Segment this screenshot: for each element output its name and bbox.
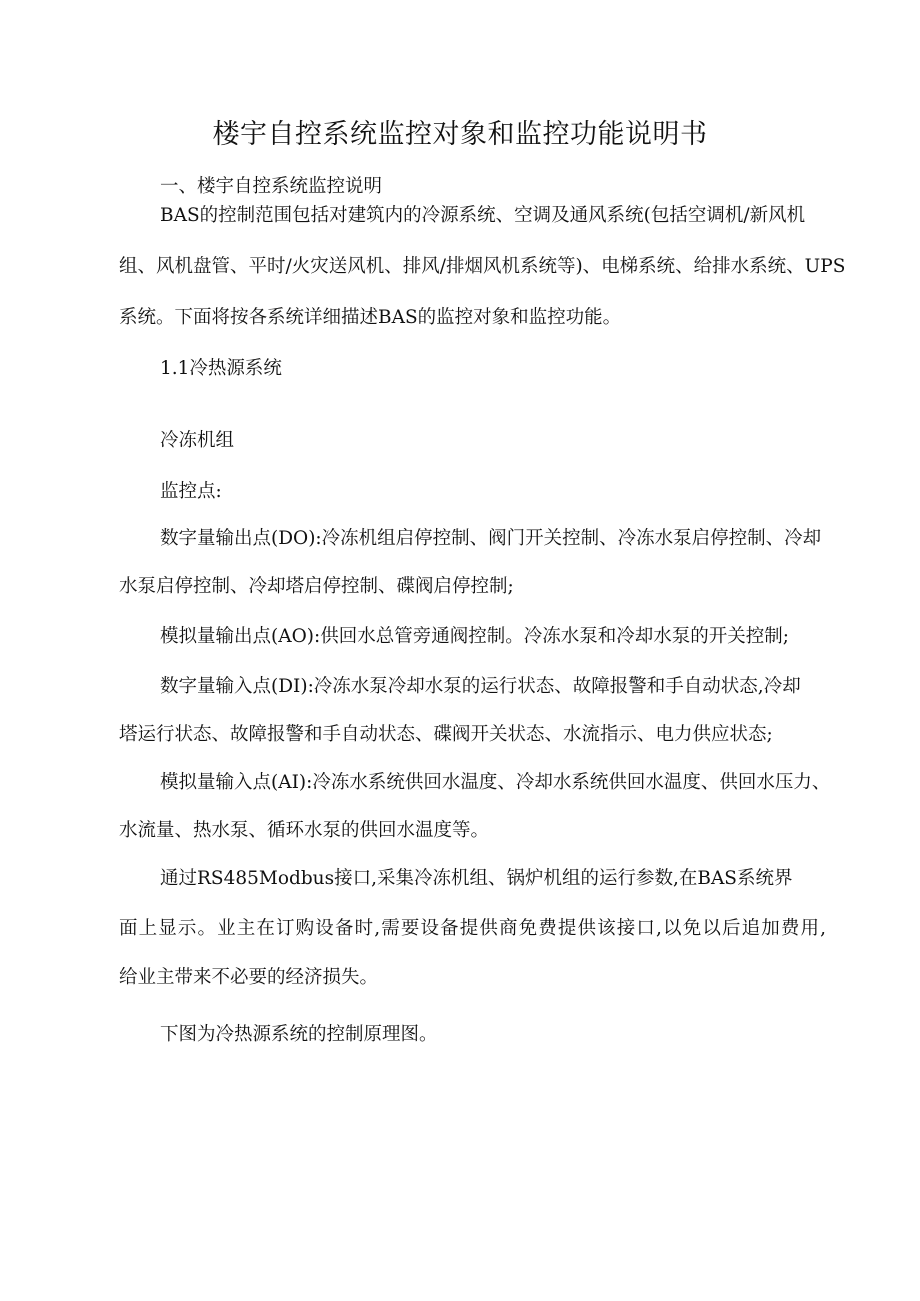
- item-label: 监控点:: [160, 481, 222, 502]
- paragraph-line: BAS的控制范围包括对建筑内的冷源系统、空调及通风系统(包括空调机/新风机: [160, 205, 806, 226]
- paragraph-line: 组、风机盘管、平时/火灾送风机、排风/排烟风机系统等)、电梯系统、给排水系统、UPS: [119, 256, 846, 277]
- paragraph-line: 水流量、热水泵、循环水泵的供回水温度等。: [119, 820, 490, 841]
- paragraph-line: 水泵启停控制、冷却塔启停控制、碟阀启停控制;: [119, 576, 514, 597]
- item-heading: 冷冻机组: [160, 430, 235, 451]
- paragraph-line: 系统。下面将按各系统详细描述BAS的监控对象和监控功能。: [119, 307, 622, 328]
- paragraph-line: 数字量输出点(DO):冷冻机组启停控制、阀门开关控制、冷冻水泵启停控制、冷却: [160, 528, 822, 549]
- paragraph-line: 模拟量输入点(AI):冷冻水系统供回水温度、冷却水系统供回水温度、供回水压力、: [160, 772, 831, 793]
- paragraph-line: 给业主带来不必要的经济损失。: [119, 967, 379, 988]
- paragraph-line: 模拟量输出点(AO):供回水总管旁通阀控制。冷冻水泵和冷却水泵的开关控制;: [160, 626, 789, 647]
- paragraph-line: 塔运行状态、故障报警和手自动状态、碟阀开关状态、水流指示、电力供应状态;: [119, 724, 773, 745]
- paragraph-line: 数字量输入点(DI):冷冻水泵冷却水泵的运行状态、故障报警和手自动状态,冷却: [160, 676, 801, 697]
- subsection-heading: 1.1冷热源系统: [160, 358, 282, 379]
- document-title: 楼宇自控系统监控对象和监控功能说明书: [212, 119, 708, 150]
- paragraph-line: 通过RS485Modbus接口,采集冷冻机组、锅炉机组的运行参数,在BAS系统界: [160, 868, 793, 889]
- section-heading: 一、楼宇自控系统监控说明: [160, 176, 383, 197]
- paragraph-line: 面上显示。业主在订购设备时,需要设备提供商免费提供该接口,以免以后追加费用,: [119, 918, 826, 939]
- paragraph-line: 下图为冷热源系统的控制原理图。: [160, 1024, 438, 1045]
